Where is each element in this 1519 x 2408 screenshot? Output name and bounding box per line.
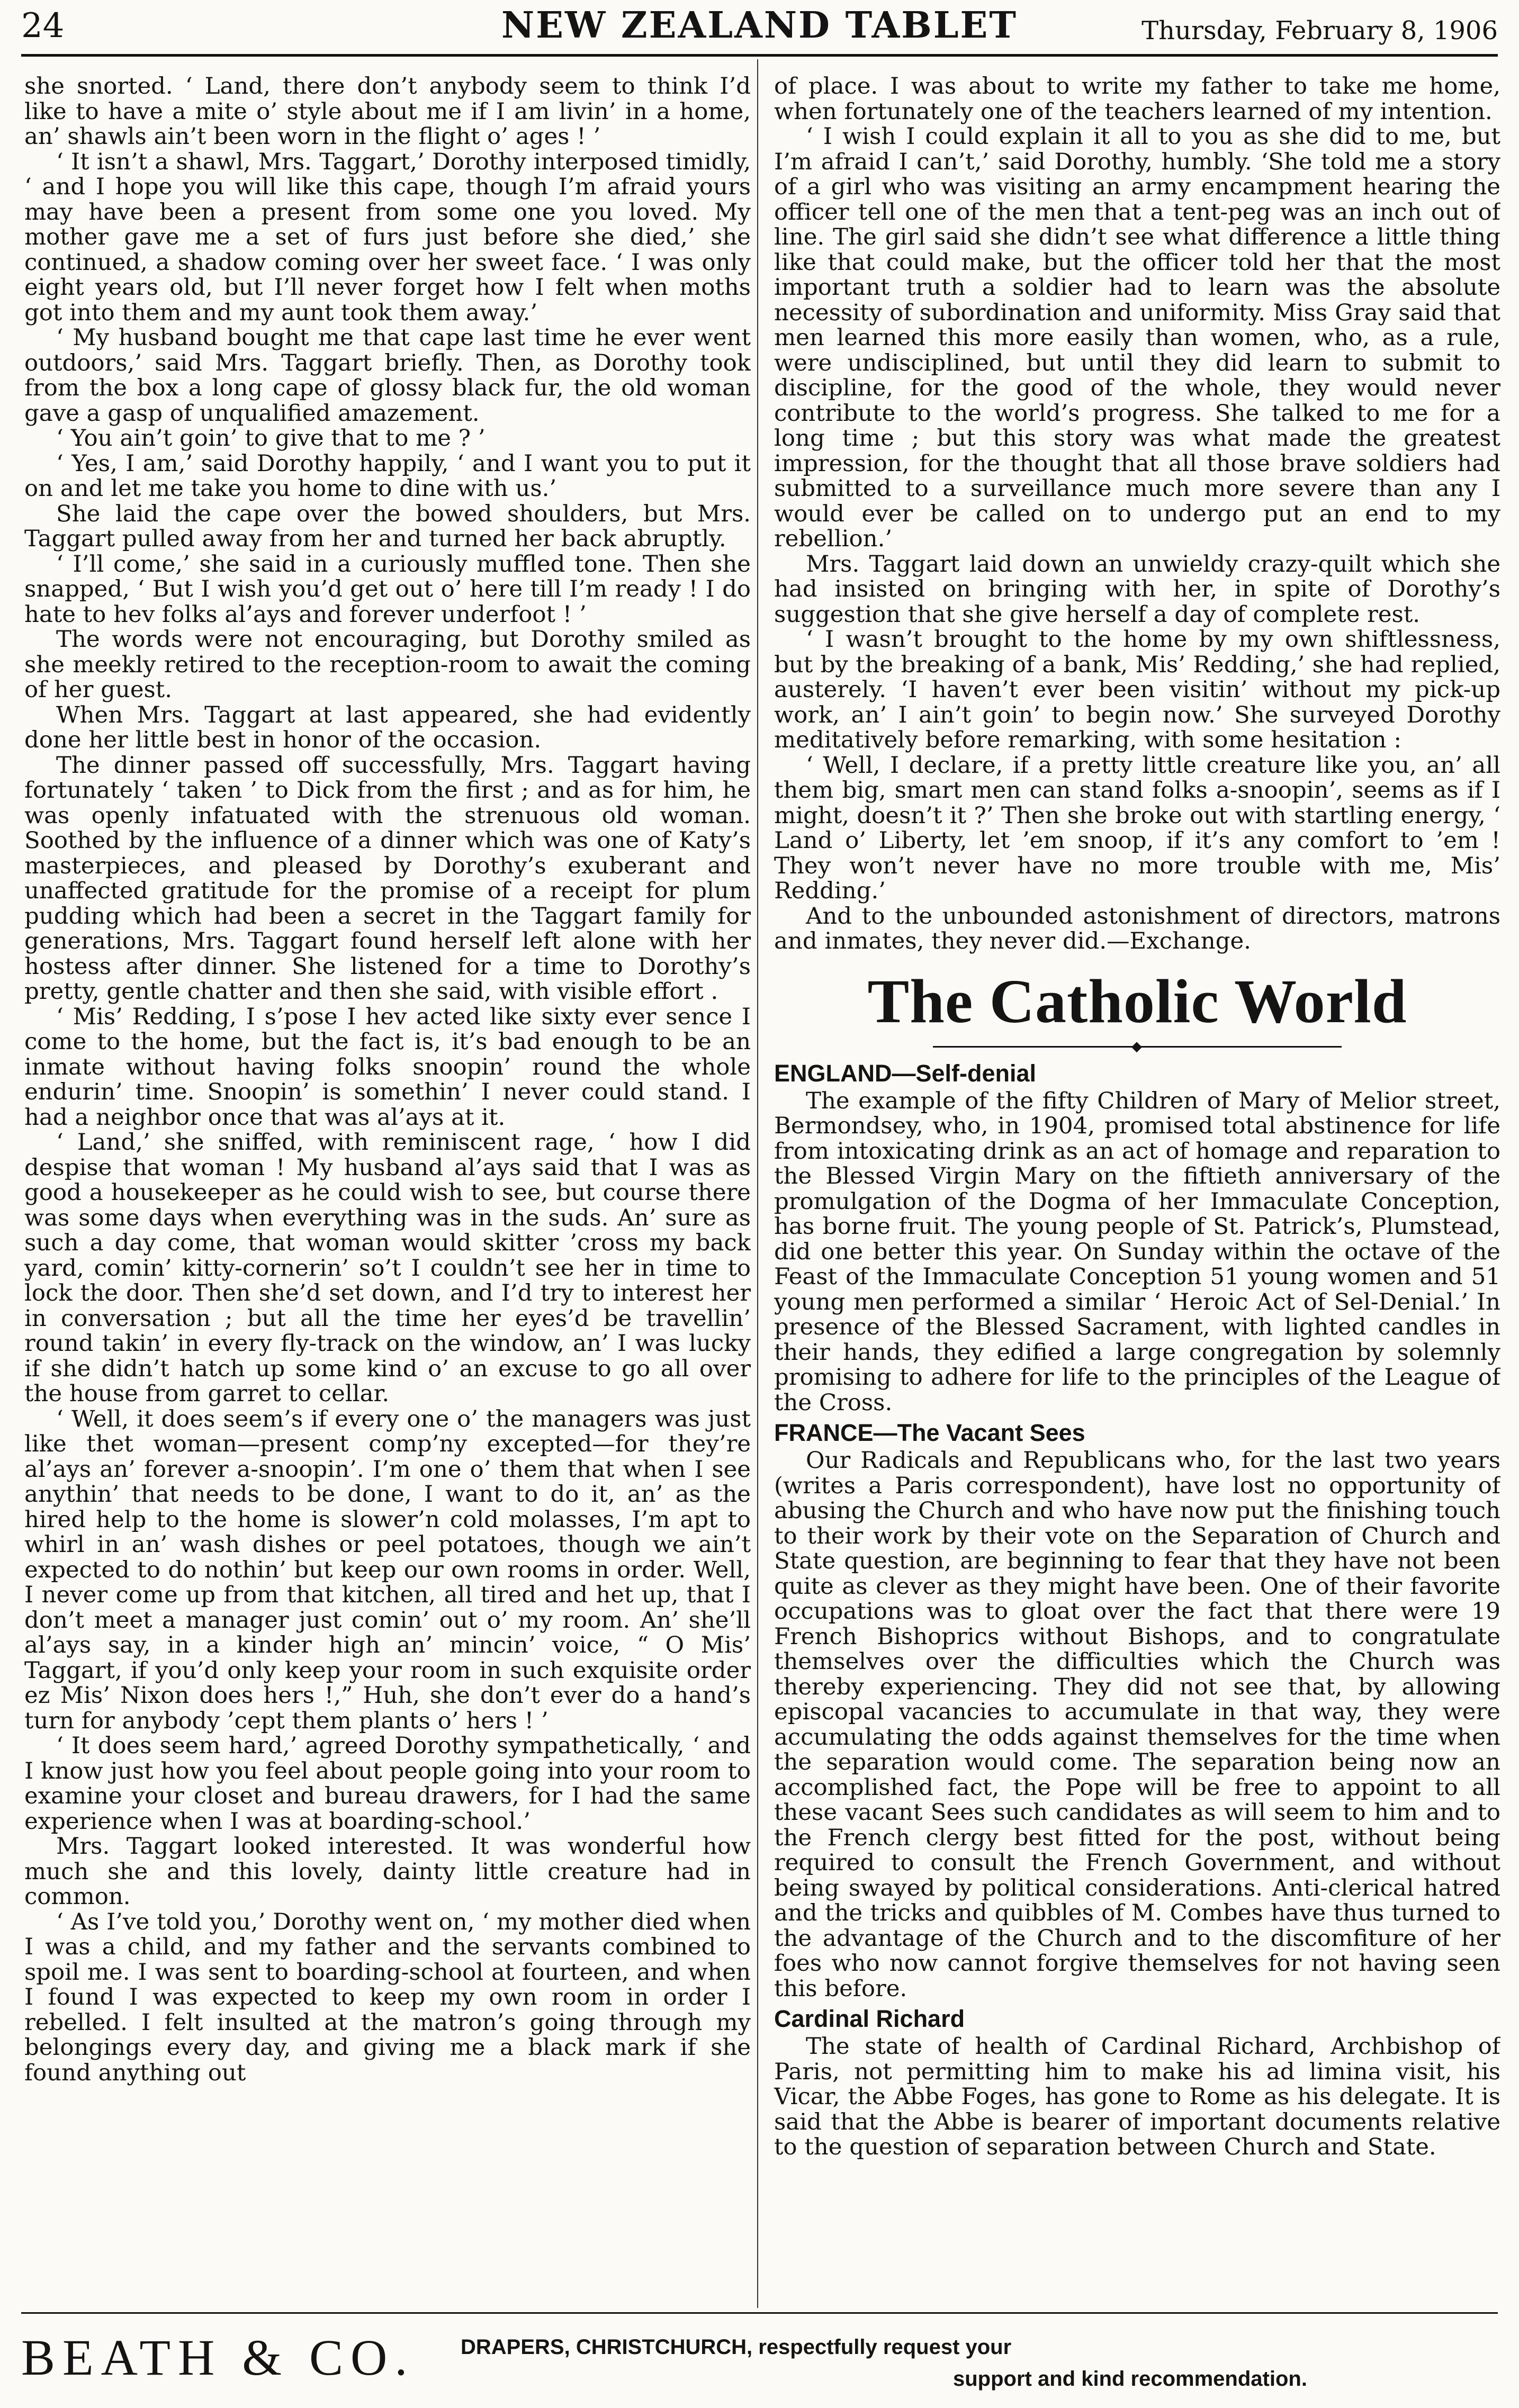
story-paragraph: she snorted. ‘ Land, there don’t anybody seem to think I’d like to have a mite o’ style about me if I am livin’ in a home, an’ shawls ain’t been worn in the flight o’ ages ! ’ bbox=[24, 74, 751, 150]
page-number: 24 bbox=[21, 6, 65, 46]
right-column bbox=[774, 74, 1500, 2281]
story-paragraph: ‘ Yes, I am,’ said Dorothy happily, ‘ and I want you to put it on and let me take you home to dine with us.’ bbox=[24, 450, 751, 502]
story-paragraph: ‘ Well, it does seem’s if every one o’ the managers was just like thet woman—present comp’ny excepted—for they’re al’ays an’ forever a-snoopin’. I’m one o’ them that when I see anythin’ that needs to be done, I want to do it, an’ as the hired help to the home is slower’n cold molasses, I’m apt to whirl in an’ wash dishes or peel potatoes, though we ain’t expected to do nothin’ but keep our own rooms in order. Well, I never come up from that kitchen, all tired and het up, that I don’t meet a manager just comin’ out o’ my room. An’ she’ll al’ays say, in a kinder high an’ mincin’ voice, “ O Mis’ Taggart, if you’d only keep your room in such exquisite order ez Mis’ Nixon does hers !,” Huh, she don’t ever do a hand’s turn for anybody ’cept them plants o’ hers ! ’ bbox=[24, 1405, 751, 1734]
story-paragraph: Mrs. Taggart laid down an unwieldy crazy-quilt which she had insisted on bringing with her, in spite of Dorothy’s suggestion that she give herself a day of complete rest. bbox=[774, 551, 1500, 628]
story-paragraph: And to the unbounded astonishment of directors, matrons and inmates, they never did.—Exchange. bbox=[774, 903, 1500, 954]
advertisement-text: support and kind recommendation. bbox=[953, 2367, 1307, 2391]
story-paragraph: Mrs. Taggart looked interested. It was wonderful how much she and this lovely, dainty little creature had in common. bbox=[24, 1833, 751, 1910]
story-paragraph: When Mrs. Taggart at last appeared, she had evidently done her little best in honor of the occasion. bbox=[24, 701, 751, 753]
story-paragraph: ‘ My husband bought me that cape last time he ever went outdoors,’ said Mrs. Taggart briefly. Then, as Dorothy took from the box a long cape of glossy black fur, the old woman gave a gasp of unqualified amazement. bbox=[24, 324, 751, 427]
left-column bbox=[24, 74, 751, 2281]
story-paragraph: ‘ Mis’ Redding, I s’pose I hev acted like sixty ever sence I come to the home, but the fact is, it’s bad enough to be an inmate without having folks snoopin’ round the whole endurin’ time. Snoopin’ is somethin’ I never could stand. I had a neighbor once that was al’ays at it. bbox=[24, 1003, 751, 1131]
advertisement-footer bbox=[21, 2323, 1498, 2402]
article-heading: ENGLAND—Self-denial bbox=[774, 1059, 1037, 1087]
story-paragraph: ‘ It does seem hard,’ agreed Dorothy sympathetically, ‘ and I know just how you feel about people going into your room to examine your closet and bureau drawers, for I had the same experience when I was at boarding-school.’ bbox=[24, 1733, 751, 1835]
article-heading: FRANCE—The Vacant Sees bbox=[774, 1419, 1085, 1446]
story-paragraph: ‘ You ain’t goin’ to give that to me ? ’ bbox=[56, 425, 486, 452]
story-paragraph: ‘ As I’ve told you,’ Dorothy went on, ‘ my mother died when I was a child, and my father and the servants combined to spoil me. I was sent to boarding-school at fourteen, and when I found I was expected to keep my own room in order I rebelled. I felt insulted at the matron’s going through my belongings every day, and giving me a black mark if she found anything out bbox=[24, 1908, 751, 2086]
page-header bbox=[21, 4, 1498, 57]
section-ornament bbox=[933, 1040, 1342, 1053]
publication-title: NEW ZEALAND TABLET bbox=[501, 4, 1018, 47]
story-paragraph: ‘ It isn’t a shawl, Mrs. Taggart,’ Dorothy interposed timidly, ‘ and I hope you will like this cape, though I’m afraid yours may have been a present from some one you loved. My mother gave me a set of furs just before she died,’ she continued, a shadow coming over her sweet face. ‘ I was only eight years old, but I’ll never forget how I felt when moths got into them and my aunt took them away.’ bbox=[24, 148, 751, 326]
story-paragraph: of place. I was about to write my father to take me home, when fortunately one of the teachers learned of my intention. bbox=[774, 74, 1500, 125]
advertiser-name: BEATH & CO. bbox=[21, 2329, 415, 2386]
story-paragraph: ‘ Land,’ she sniffed, with reminiscent rage, ‘ how I did despise that woman ! My husband al’ays said that I was as good a housekeeper as he could wish to see, but course there was some days when everything was in the suds. An’ sure as such a day come, that woman would skitter ’cross my back yard, comin’ kitty-cornerin’ so’t I couldn’t see her in time to lock the door. Then she’d set down, and I’d try to interest her in conversation ; but all the time her eyes’d be travellin’ round takin’ in every fly-track on the window, an’ I was lucky if she didn’t hatch up some kind o’ an excuse to go all over the house from garret to cellar. bbox=[24, 1129, 751, 1407]
story-paragraph: ‘ I’ll come,’ she said in a curiously muffled tone. Then she snapped, ‘ But I wish you’d get out o’ here till I’m ready ! I do hate to hev folks al’ays and forever underfoot ! ’ bbox=[24, 551, 751, 628]
section-title: The Catholic World bbox=[867, 966, 1407, 1036]
column-divider bbox=[757, 59, 758, 2308]
story-paragraph: ‘ I wasn’t brought to the home by my own shiftlessness, but by the breaking of a bank, Mis’ Redding,’ she had replied, austerely. ‘I haven’t ever been visitin’ without my pick-up work, an’ I ain’t goin’ to begin now.’ She surveyed Dorothy meditatively before remarking, with some hesitation : bbox=[774, 626, 1500, 753]
story-paragraph: ‘ Well, I declare, if a pretty little creature like you, an’ all them big, smart men can stand folks a-snoopin’, seems as if I might, doesn’t it ?’ Then she broke out with startling energy, ‘ Land o’ Liberty, let ’em snoop, if it’s any comfort to ’em ! They won’t never have no more trouble with me, Mis’ Redding.’ bbox=[774, 752, 1500, 904]
story-paragraph: She laid the cape over the bowed shoulders, but Mrs. Taggart pulled away from her and turned her back abruptly. bbox=[24, 500, 751, 552]
story-paragraph: The words were not encouraging, but Dorothy smiled as she meekly retired to the reception-room to await the coming of her guest. bbox=[24, 626, 751, 703]
advertisement-text: DRAPERS, CHRISTCHURCH, respectfully request your bbox=[461, 2335, 1012, 2359]
article-paragraph: The state of health of Cardinal Richard, Archbishop of Paris, not permitting him to make his ad limina visit, his Vicar, the Abbe Foges, has gone to Rome as his delegate. It is said that the Abbe is bearer of important documents relative to the question of separation between Church and State. bbox=[774, 2033, 1500, 2160]
diamond-icon: ◆ bbox=[1131, 1038, 1142, 1054]
article-paragraph: The example of the fifty Children of Mary of Melior street, Bermondsey, who, in 1904, promised total abstinence for life from intoxicating drink as an act of homage and reparation to the Blessed Virgin Mary on the fiftieth anniversary of the promulgation of the Dogma of her Immaculate Conception, has borne fruit. The young people of St. Patrick’s, Plumstead, did one better this year. On Sunday within the octave of the Feast of the Immaculate Conception 51 young women and 51 young men performed a similar ‘ Heroic Act of Sel-Denial.’ In presence of the Blessed Sacrament, with lighted candles in their hands, they edified a large congregation by solemnly promising to adhere for life to the principles of the League of the Cross. bbox=[774, 1087, 1500, 1416]
article-heading: Cardinal Richard bbox=[774, 2005, 965, 2032]
header-rule bbox=[21, 54, 1498, 57]
issue-date: Thursday, February 8, 1906 bbox=[1142, 16, 1498, 46]
footer-rule bbox=[21, 2312, 1498, 2314]
story-paragraph: The dinner passed off successfully, Mrs. Taggart having fortunately ‘ taken ’ to Dick from the first ; and as for him, he was openly infatuated with the strenuous old woman. Soothed by the influence of a dinner which was one of Katy’s masterpieces, and pleased by Dorothy’s exuberant and unaffected gratitude for the promise of a receipt for plum pudding which had been a secret in the Taggart family for generations, Mrs. Taggart found herself left alone with her hostess after dinner. She listened for a time to Dorothy’s pretty, gentle chatter and then she said, with visible effort . bbox=[24, 752, 751, 1005]
story-paragraph: ‘ I wish I could explain it all to you as she did to me, but I’m afraid I can’t,’ said Dorothy, humbly. ‘She told me a story of a girl who was visiting an army encampment hearing the officer tell one of the men that a tent-peg was an inch out of line. The girl said she didn’t see what difference a little thing like that could make, but the officer told her that the most important truth a soldier had to learn was the absolute necessity of subordination and uniformity. Miss Gray said that men learned this more easily than women, who, as a rule, were undisciplined, but until they did learn to submit to discipline, for the good of the whole, they would never contribute to the world’s progress. She talked to me for a long time ; but this story was what made the greatest impression, for the thought that all those brave soldiers had submitted to a surveillance much more severe than any I would ever be called on to undergo put an end to my rebellion.’ bbox=[774, 123, 1500, 552]
article-paragraph: Our Radicals and Republicans who, for the last two years (writes a Paris correspondent), have lost no opportunity of abusing the Church and who have now put the finishing touch to their work by their vote on the Separation of Church and State question, are beginning to fear that they have not been quite as clever as they might have been. One of their favorite occupations was to gloat over the fact that there were 19 French Bishoprics without Bishops, and to congratulate themselves over the difficulties which the Church was thereby experiencing. They did not see that, by allowing episcopal vacancies to accumulate in that way, they were accumulating the odds against themselves for the time when the separation would come. The separation being now an accomplished fact, the Pope will be free to appoint to all these vacant Sees such candidates as will seem to him and to the French clergy best fitted for the post, without being required to consult the French Government, and without being swayed by political considerations. Anti-clerical hatred and the tricks and quibbles of M. Combes have thus turned to the advantage of the Church and to the discomfiture of her foes who now cannot forgive themselves for not having seen this before. bbox=[774, 1447, 1500, 2002]
